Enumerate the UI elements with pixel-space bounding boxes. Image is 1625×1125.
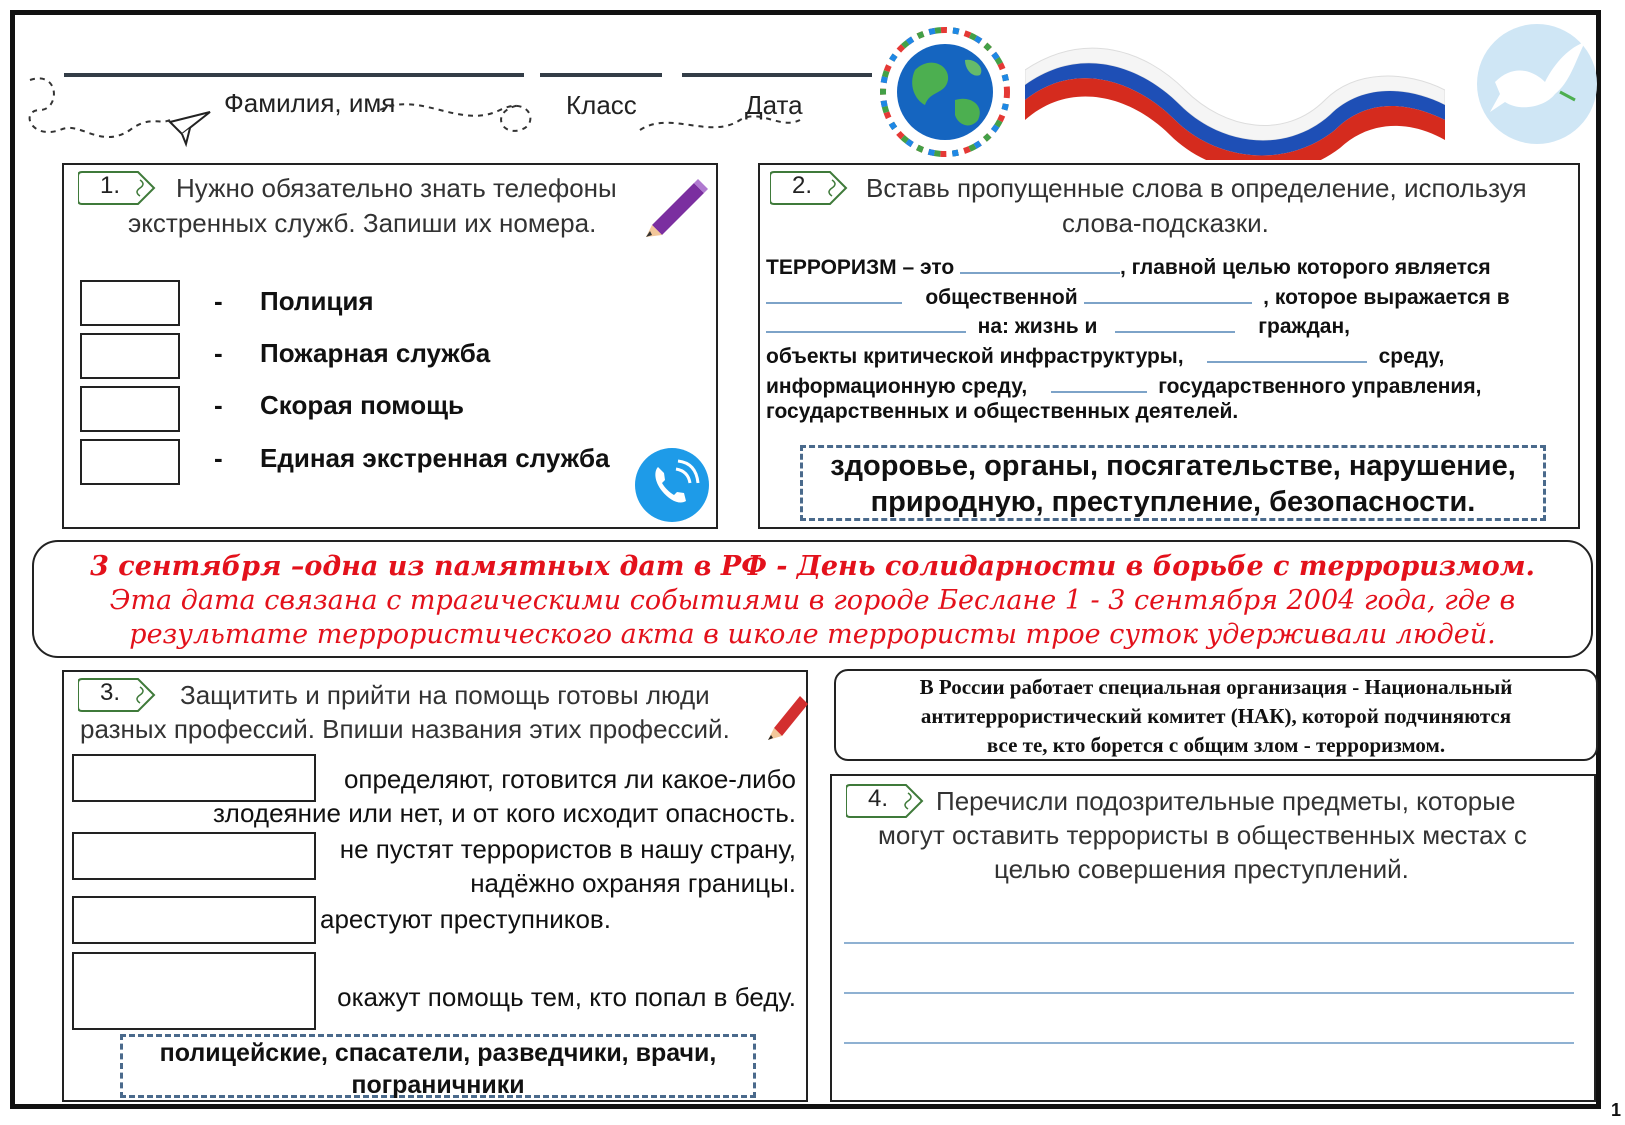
dash: - [214,390,223,420]
definition-line2 [766,282,1510,310]
answer-line-3[interactable] [844,1042,1574,1044]
task1-panel [62,163,718,529]
task3-number: 3. [100,679,121,706]
blank-5[interactable] [1115,311,1235,333]
profession-desc-1a: определяют, готовится ли какое-либо [343,764,796,794]
definition-line3 [766,311,1350,339]
def-text: государственных и общественных деятелей. [766,400,1239,423]
definition-line4 [766,341,1444,369]
task1-number: 1. [100,172,121,199]
task3-panel [62,670,808,1102]
def-text: , которое выражается в [1263,286,1510,309]
task3-text-line1: Защитить и прийти на помощь готовы люди [180,680,710,710]
profession-box-2[interactable] [72,832,316,880]
task4-text-line1: Перечисли подозрительные предметы, которые [936,786,1516,816]
task2-text-line2: слова-подсказки. [1062,208,1269,238]
emergency-number-box[interactable] [80,439,180,485]
profession-box-4[interactable] [72,952,316,1030]
profession-desc-1b: злодеяние или нет, и от кого исходит опасность. [212,798,796,828]
item-police: Полиция [260,286,374,316]
definition-line5 [766,371,1481,399]
globe-icon [870,20,1020,165]
russian-flag-ribbon-icon [1025,30,1445,160]
def-text: объекты критической инфраструктуры, [766,345,1184,368]
date-label: Дата [745,90,803,120]
profession-desc-2a: не пустят террористов в нашу страну, [339,834,796,864]
pencil-icon [642,173,712,237]
blank-7[interactable] [1051,371,1147,393]
def-text: общественной [925,286,1078,309]
nak-info-box [834,669,1598,761]
police-number-box[interactable] [80,280,180,326]
task3-hints-line1: полицейские, спасатели, разведчики, врачи, [159,1039,717,1067]
task2-hints-box [800,445,1546,521]
task2-text-line1: Вставь пропущенные слова в определение, используя [866,173,1527,203]
ambulance-number-box[interactable] [80,386,180,432]
task3-hints-box [120,1034,756,1098]
def-text: на: жизнь и [977,315,1098,338]
nak-line1: В России работает специальная организация - Национальный [919,675,1513,699]
profession-box-3[interactable] [72,896,316,944]
phone-icon [634,447,710,523]
task2-hints-line2: природную, преступление, безопасности. [870,486,1476,518]
item-ambulance: Скорая помощь [260,390,465,420]
peace-dove-icon [1475,22,1600,147]
task4-tag [846,783,926,819]
dash: - [214,338,223,368]
class-label: Класс [566,90,637,120]
nak-line2: антитеррористический комитет (НАК), которой подчиняются [920,704,1512,728]
banner-bold-text: 3 сентября –одна из памятных дат в РФ - День солидарности в борьбе с терроризмом. [90,551,1535,582]
task3-tag [78,677,158,713]
dash: - [214,443,223,473]
memorial-date-banner [32,540,1593,658]
name-label: Фамилия, имя [224,88,396,118]
task2-number: 2. [792,172,813,199]
profession-desc-3: арестуют преступников. [320,904,611,934]
profession-desc-2b: надёжно охраняя границы. [470,868,796,898]
answer-line-1[interactable] [844,942,1574,944]
item-fire: Пожарная служба [260,338,491,368]
red-pencil-icon [766,692,810,742]
fire-number-box[interactable] [80,333,180,379]
paper-plane-path-icon [20,70,880,150]
task4-text-line2: могут оставить террористы в общественных местах с [878,820,1527,850]
def-text: , главной целью которого является [1120,256,1491,279]
blank-3[interactable] [1084,282,1252,304]
profession-box-1[interactable] [72,754,316,802]
def-text: граждан, [1258,315,1350,338]
answer-line-2[interactable] [844,992,1574,994]
task3-hints-line2: пограничники [351,1071,525,1099]
def-text: среду, [1378,345,1445,368]
task4-panel [830,774,1596,1102]
def-text: государственного управления, [1158,375,1482,398]
blank-4[interactable] [766,311,966,333]
blank-2[interactable] [766,282,902,304]
item-emergency: Единая экстренная служба [260,443,610,473]
task4-number: 4. [868,785,889,812]
def-text: информационную среду, [766,375,1028,398]
def-term: ТЕРРОРИЗМ – это [766,256,955,279]
page-number: 1 [1610,1100,1621,1120]
task1-text-line1: Нужно обязательно знать телефоны [176,173,617,203]
profession-desc-4: окажут помощь тем, кто попал в беду. [337,982,796,1012]
blank-1[interactable] [960,252,1120,274]
task2-hints-line1: здоровье, органы, посягательстве, нарушение, [830,450,1516,482]
task2-panel [758,163,1580,529]
task1-text-line2: экстренных служб. Запиши их номера. [128,208,597,238]
task1-tag [78,170,158,206]
task4-text-line3: целью совершения преступлений. [994,854,1409,884]
definition-line6 [766,400,1238,424]
definition-line1 [766,252,1491,280]
dash: - [214,286,223,316]
task3-text-line2: разных профессий. Впиши названия этих профессий. [80,714,730,744]
nak-line3: все те, кто борется с общим злом - терроризмом. [986,733,1446,757]
task2-tag [770,170,850,206]
banner-text: Эта дата связана с трагическими событиями в городе Беслане 1 - 3 сентября 2004 года, где в результате террористического акта в школе террористы трое суток удерживали людей. [109,585,1516,650]
blank-6[interactable] [1207,341,1367,363]
